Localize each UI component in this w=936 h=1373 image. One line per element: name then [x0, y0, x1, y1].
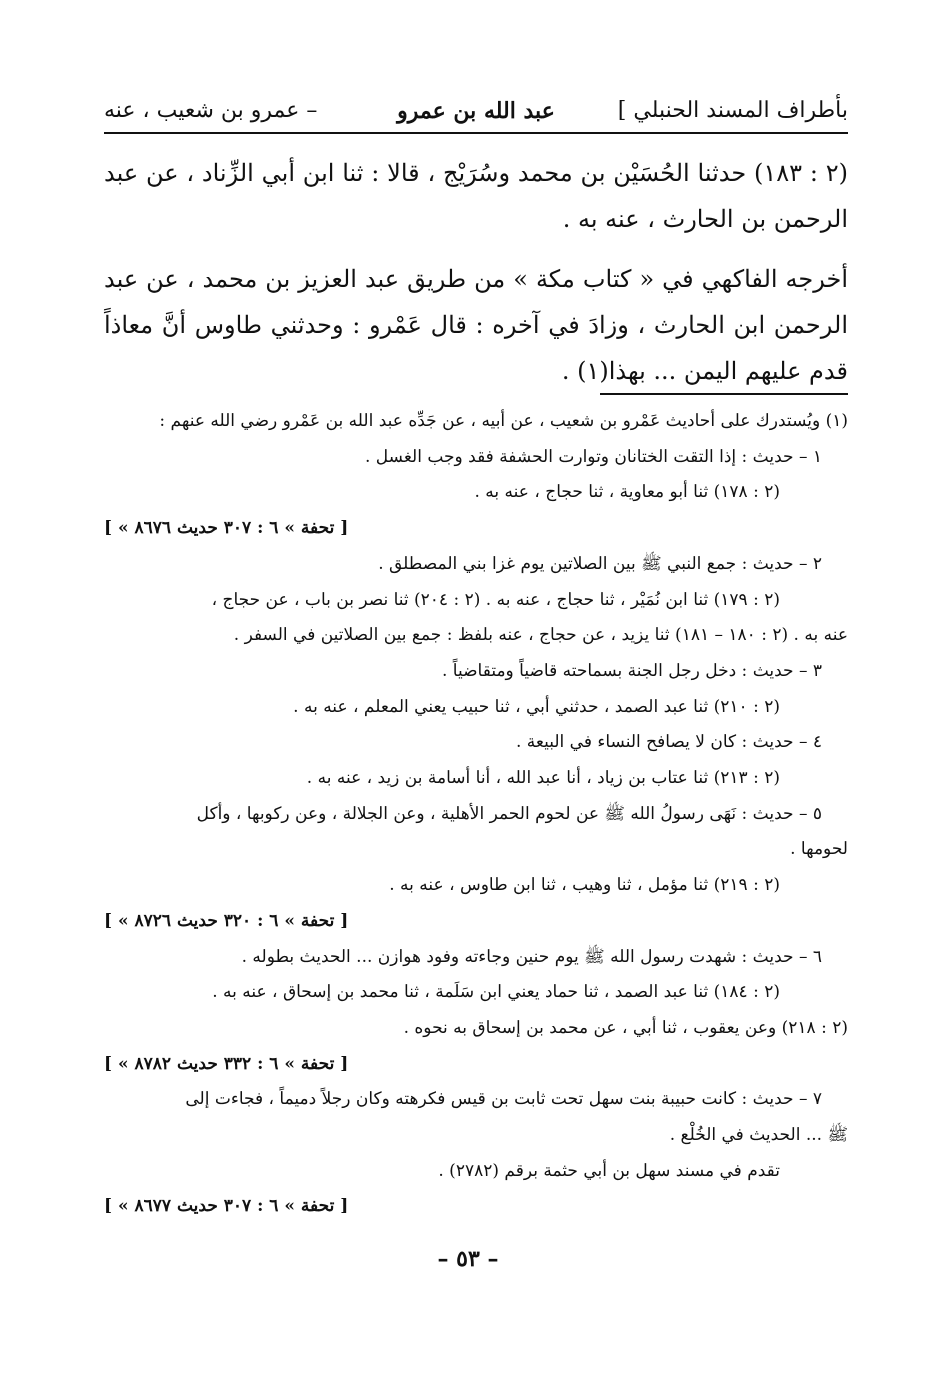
header-subsection: – عمرو بن شعيب ، عنه — [104, 98, 318, 123]
footnote-line: ٧ – حديث : كانت حبيبة بنت سهل تحت ثابت بن قيس فكرهته وكان رجلاً دميماً ، فجاءت إلى — [185, 1089, 822, 1110]
footnote-line: (٢ : ١٨٤) ثنا عبد الصمد ، ثنا حماد يعني ابن سَلَمة ، ثنا محمد بن إسحاق ، عنه به . — [212, 982, 780, 1003]
tuhfa-reference: [ « تحفة » ٦ : ٣٠٧ حديث ٨٦٧٦ ] — [104, 518, 349, 539]
footnote-line: ٤ – حديث : كان لا يصافح النساء في البيعة . — [515, 732, 822, 753]
page-number: – ٥٣ – — [437, 1246, 499, 1272]
footnote-line: ﷺ ... الحديث في الخُلْع . — [669, 1125, 848, 1146]
footnote-line: ٥ – حديث : نَهَى رسولُ الله ﷺ عن لحوم الحمر الأهلية ، وعن الجلالة ، وعن ركوبها ، وأكل — [196, 803, 822, 824]
footnote-line: (٢ : ٢١٠) ثنا عبد الصمد ، حدثني أبي ، ثنا حبيب يعني المعلم ، عنه به . — [293, 696, 780, 717]
header-book-title: بأطراف المسند الحنبلي ] — [617, 98, 848, 123]
footnote-line: (٢ : ٢١٨) وعن يعقوب ، ثنا أبي ، عن محمد بن إسحاق به نحوه . — [403, 1017, 848, 1038]
tuhfa-reference: [ « تحفة » ٦ : ٣٢٠ حديث ٨٧٢٦ ] — [104, 910, 349, 931]
footnote-line: ٣ – حديث : دخل رجل الجنة بسماحته قاضياً ومتقاضياً . — [441, 660, 822, 681]
footnote-line: ٢ – حديث : جمع النبي ﷺ بين الصلاتين يوم غزا بني المصطلق . — [378, 553, 822, 574]
footnote-line: عنه به . (٢ : ١٨٠ – ١٨١) ثنا يزيد ، عن حجاج ، عنه بلفظ : جمع بين الصلاتين في السفر . — [233, 625, 848, 646]
footnote-line: (٢ : ١٧٩) ثنا ابن نُمَيْر ، ثنا حجاج ، عنه به . (٢ : ٢٠٤) ثنا نصر بن باب ، عن حجاج ، — [211, 589, 780, 610]
footnote-line: ١ – حديث : إذا التقت الختانان وتوارت الحشفة فقد وجب الغسل . — [364, 446, 822, 467]
footnote-line: (٢ : ٢١٩) ثنا مؤمل ، ثنا وهيب ، ثنا ابن طاوس ، عنه به . — [389, 875, 780, 896]
main-paragraph-1: (٢ : ١٨٣) حدثنا الحُسَيْن بن محمد وسُرَيْج ، قالا : ثنا ابن أبي الزِّناد ، عن عبد الرحمن بن الحارث ، عنه به . — [104, 159, 849, 233]
footnotes — [104, 404, 848, 1225]
footnote-line: (١) ويُستدرك على أحاديث عَمْرو بن شعيب ، عن أبيه ، عن جَدِّه عبد الله بن عَمْرو رضي الله عنهم : — [159, 411, 848, 431]
main-paragraph-2: أخرجه الفاكهي في « كتاب مكة » من طريق عبد العزيز بن محمد ، عن عبد الرحمن ابن الحارث ، وزادَ في آخره : قال عَمْرو : وحدثني طاوس أنَّ معاذاً قدم عليهم اليمن ... بهذا(١) . — [104, 265, 848, 385]
running-header — [104, 94, 848, 134]
header-section-title: عبد الله بن عمرو — [397, 98, 555, 124]
tuhfa-reference: [ « تحفة » ٦ : ٣٠٧ حديث ٨٦٧٧ ] — [104, 1196, 349, 1217]
main-text — [104, 150, 848, 394]
footnote-line: (٢ : ٢١٣) ثنا عتاب بن زياد ، أنا عبد الله ، أنا أسامة بن زيد ، عنه به . — [306, 768, 780, 789]
footnote-line: تقدم في مسند سهل بن أبي حثمة برقم (٢٧٨٢) . — [438, 1160, 780, 1181]
footnote-line: لحومها . — [790, 839, 848, 860]
footnote-line: (٢ : ١٧٨) ثنا أبو معاوية ، ثنا حجاج ، عنه به . — [474, 482, 780, 503]
tuhfa-reference: [ « تحفة » ٦ : ٣٣٢ حديث ٨٧٨٢ ] — [104, 1053, 349, 1074]
footnote-line: ٦ – حديث : شهدت رسول الله ﷺ يوم حنين وجاءته وفود هوازن ... الحديث بطوله . — [241, 946, 822, 967]
footnote-separator — [600, 393, 848, 395]
